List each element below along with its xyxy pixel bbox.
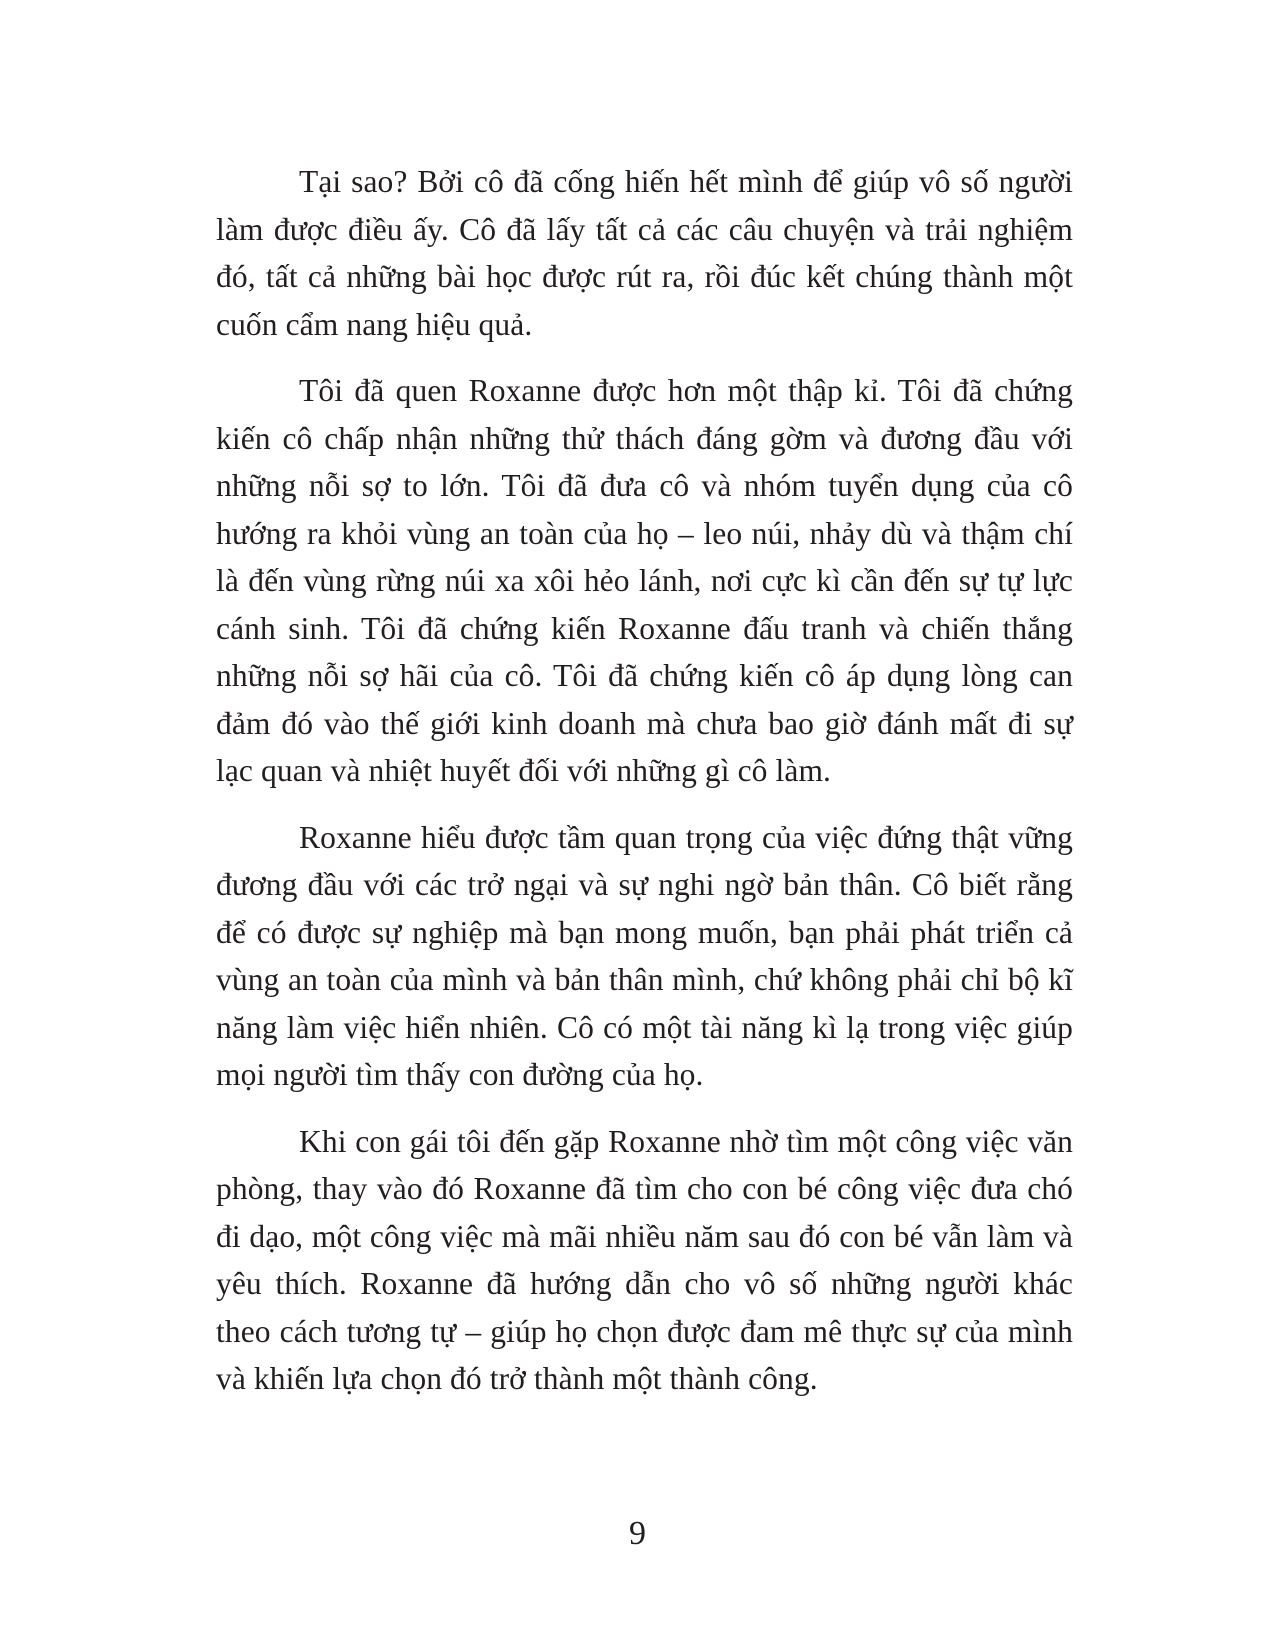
body-paragraph-1: Tại sao? Bởi cô đã cống hiến hết mình để giúp vô số người làm được điều ấy. Cô đã lấy tất cả các câu chuyện và trải nghiệm đó, tất cả những bài học được rút ra, rồi đúc kết chúng thành một cuốn cẩm nang hiệu quả. (216, 164, 1073, 342)
body-paragraph-2: Tôi đã quen Roxanne được hơn một thập kỉ. Tôi đã chứng kiến cô chấp nhận những thử thách đáng gờm và đương đầu với những nỗi sợ to lớn. Tôi đã đưa cô và nhóm tuyển dụng của cô hướng ra khỏi vùng an toàn của họ – leo núi, nhảy dù và thậm chí là đến vùng rừng núi xa xôi hẻo lánh, nơi cực kì cần đến sự tự lực cánh sinh. Tôi đã chứng kiến Roxanne đấu tranh và chiến thắng những nỗi sợ hãi của cô. Tôi đã chứng kiến cô áp dụng lòng can đảm đó vào thế giới kinh doanh mà chưa bao giờ đánh mất đi sự lạc quan và nhiệt huyết đối với những gì cô làm. (216, 373, 1073, 788)
body-text-block (216, 158, 1073, 1403)
body-paragraph-3: Roxanne hiểu được tầm quan trọng của việc đứng thật vững đương đầu với các trở ngại và sự nghi ngờ bản thân. Cô biết rằng để có được sự nghiệp mà bạn mong muốn, bạn phải phát triển cả vùng an toàn của mình và bản thân mình, chứ không phải chỉ bộ kĩ năng làm việc hiển nhiên. Cô có một tài năng kì lạ trong việc giúp mọi người tìm thấy con đường của họ. (216, 819, 1073, 1092)
body-paragraph-4: Khi con gái tôi đến gặp Roxanne nhờ tìm một công việc văn phòng, thay vào đó Roxanne đã tìm cho con bé công việc đưa chó đi dạo, một công việc mà mãi nhiều năm sau đó con bé vẫn làm và yêu thích. Roxanne đã hướng dẫn cho vô số những người khác theo cách tương tự – giúp họ chọn được đam mê thực sự của mình và khiến lựa chọn đó trở thành một thành công. (216, 1123, 1073, 1396)
page-number: 9 (629, 1515, 646, 1552)
